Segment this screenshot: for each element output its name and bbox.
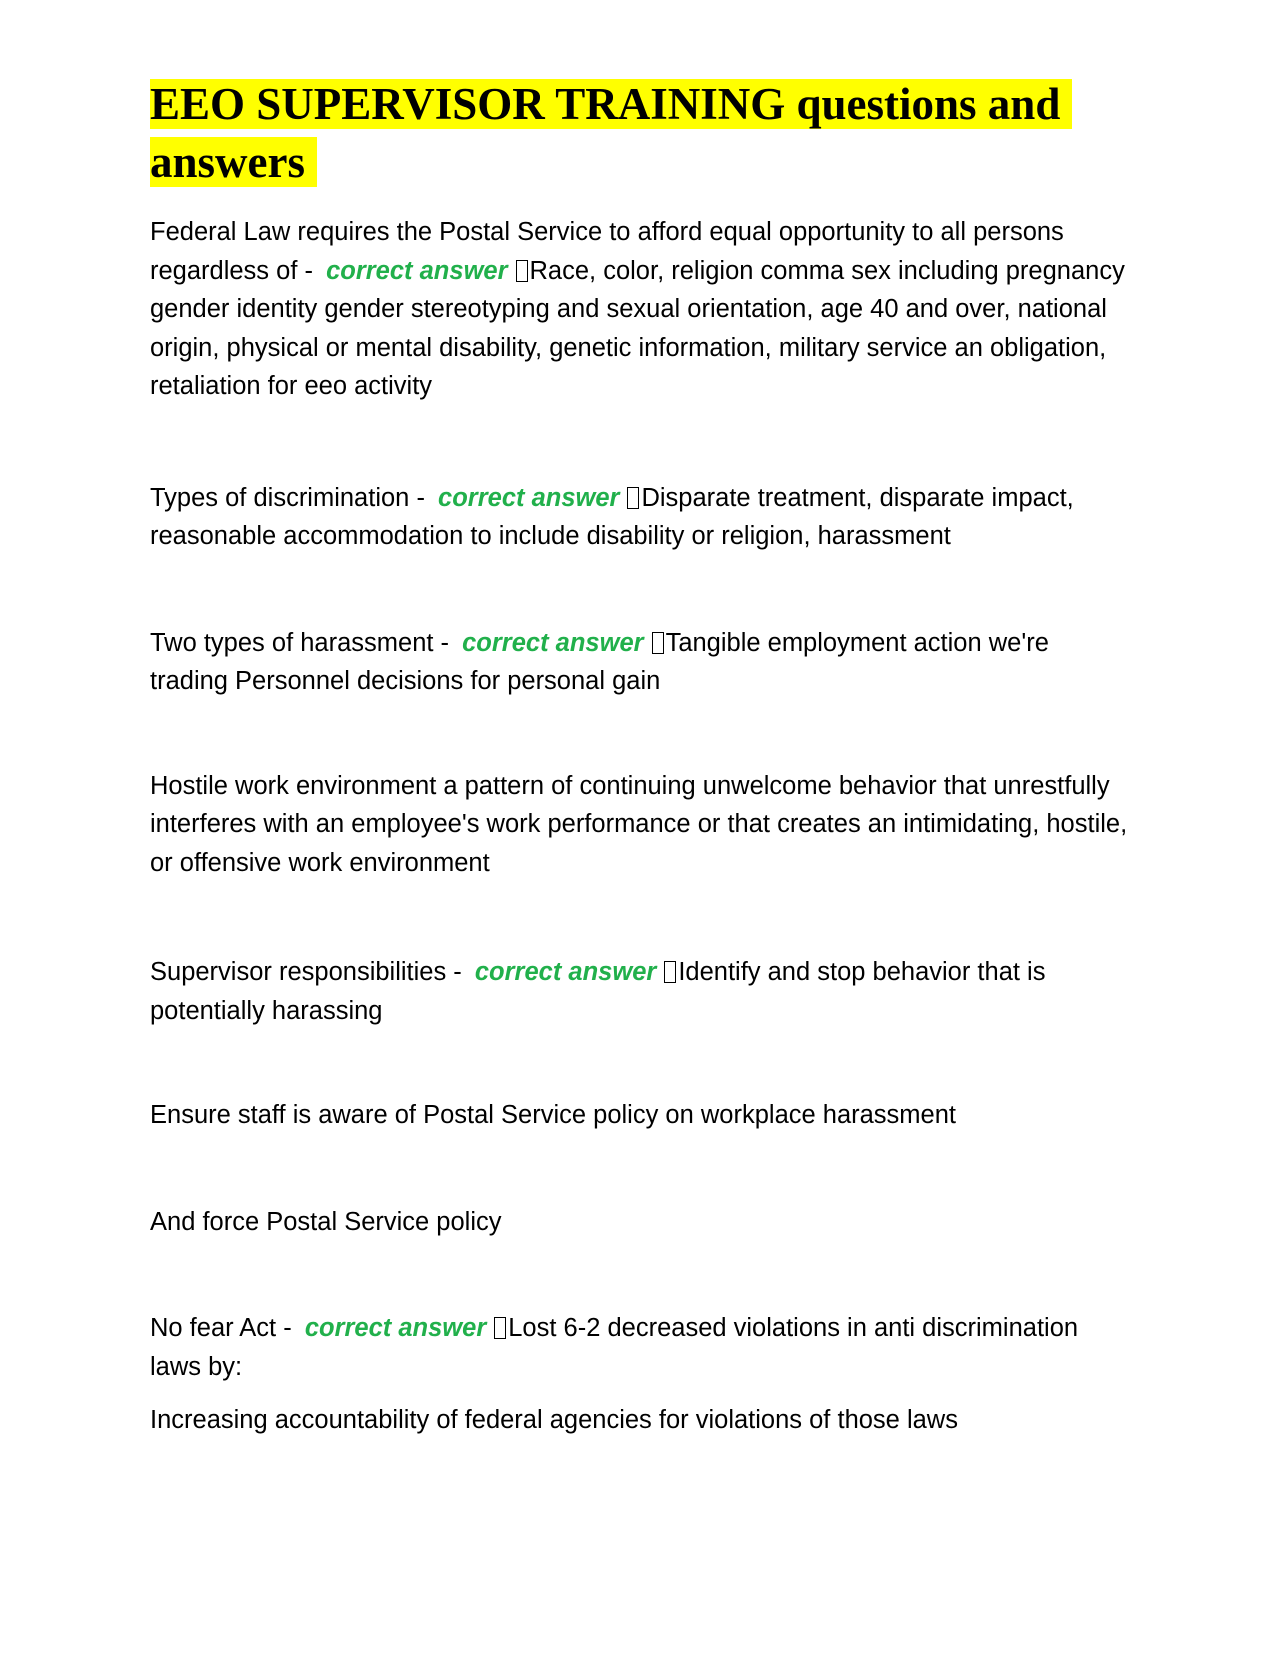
missing-glyph-icon	[664, 961, 676, 983]
answer-text: Identify and stop behavior that is potentially harassing	[150, 958, 1046, 1025]
qa-entry-3	[150, 624, 1130, 701]
question-text: Two types of harassment -	[150, 628, 457, 657]
qa-entry-1	[150, 213, 1130, 406]
paragraph-text: Ensure staff is aware of Postal Service policy on workplace harassment	[150, 1101, 956, 1129]
paragraph-text: Hostile work environment a pattern of continuing unwelcome behavior that unrestfully interferes with an employee's work performance or that creates an intimidating, hostile, or offensive work environment	[150, 771, 1128, 877]
document-title	[150, 75, 1130, 191]
paragraph-text: Increasing accountability of federal agencies for violations of those laws	[150, 1406, 958, 1434]
text-paragraph-hostile-environment	[150, 767, 1130, 883]
answer-label: correct answer	[462, 628, 644, 657]
document-page	[150, 75, 1130, 1440]
text-paragraph-enforce-policy	[150, 1203, 1130, 1242]
text-paragraph-accountability	[150, 1401, 1130, 1440]
answer-text: Race, color, religion comma sex including pregnancy gender identity gender stereotyping and sexual orientation, age 40 and over, national origin, physical or mental disability, genetic information, military service an obligation, retaliation for eeo activity	[150, 256, 1125, 400]
qa-entry-5	[150, 1309, 1130, 1386]
missing-glyph-icon	[652, 632, 664, 654]
question-text: Types of discrimination -	[150, 483, 433, 512]
answer-label: correct answer	[474, 958, 657, 986]
answer-label: correct answer	[326, 256, 508, 285]
missing-glyph-icon	[627, 487, 639, 509]
paragraph-text: And force Postal Service policy	[150, 1207, 502, 1236]
missing-glyph-icon	[494, 1317, 506, 1339]
answer-text: Disparate treatment, disparate impact, reasonable accommodation to include disability or religion, harassment	[150, 483, 1074, 550]
document-title-text: EEO SUPERVISOR TRAINING questions and answers	[150, 79, 1072, 187]
text-paragraph-ensure-staff	[150, 1096, 1130, 1135]
answer-text: Tangible employment action we're trading Personnel decisions for personal gain	[150, 628, 1049, 695]
question-text: Federal Law requires the Postal Service to afford equal opportunity to all persons regardless of -	[150, 218, 1064, 285]
answer-text: Lost 6-2 decreased violations in anti discrimination laws by:	[150, 1314, 1079, 1381]
missing-glyph-icon	[516, 260, 528, 282]
question-text: Supervisor responsibilities -	[150, 958, 469, 986]
qa-entry-2	[150, 479, 1130, 556]
qa-entry-4	[150, 953, 1130, 1030]
question-text: No fear Act -	[150, 1314, 299, 1342]
answer-label: correct answer	[438, 483, 620, 512]
answer-label: correct answer	[304, 1314, 487, 1342]
